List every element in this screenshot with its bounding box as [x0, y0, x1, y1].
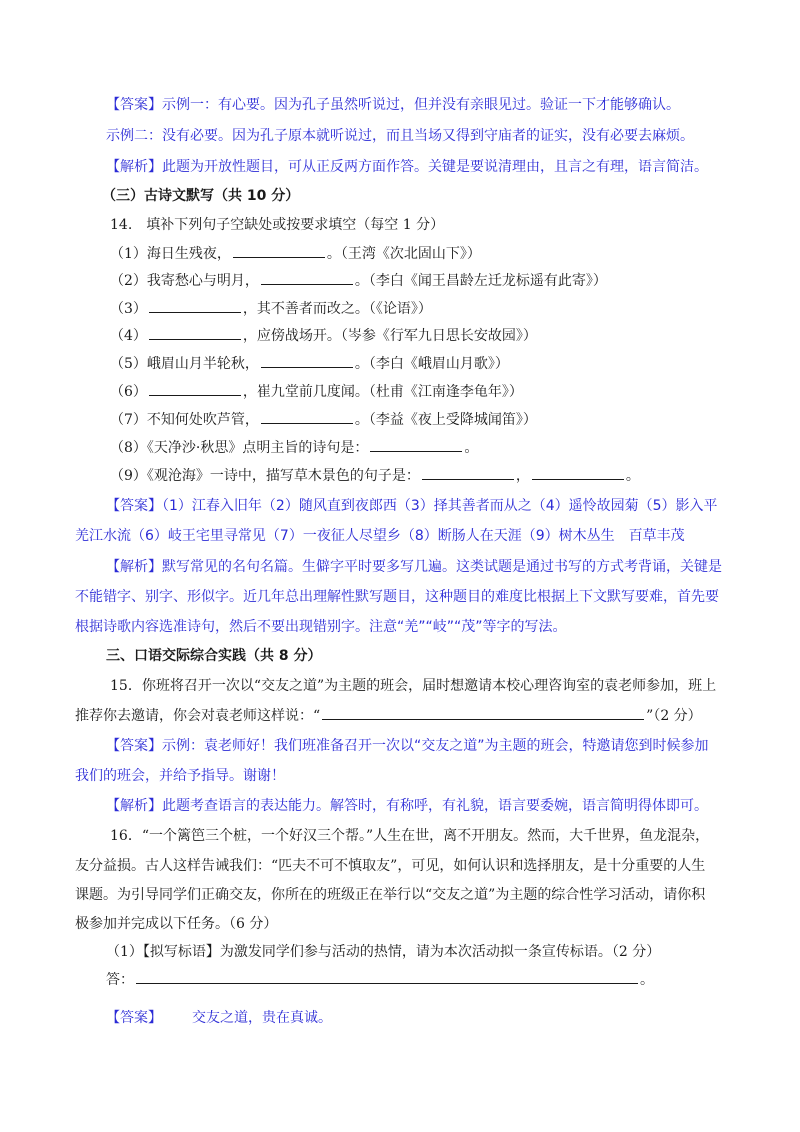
answer-tag: 【答案】: [106, 498, 162, 514]
analysis-text: 此题考查语言的表达能力。解答时，有称呼，有礼貌，语言要委婉，语言简明得体即可。: [162, 798, 708, 814]
answer-line-14a: [106, 496, 718, 516]
answer-line-14b: 羌江水流（6）岐王宅里寻常见（7）一夜征人尽望乡（8）断肠人在天涯（9）树木丛生 百草丰茂: [75, 528, 685, 544]
analysis-line-14a: [106, 557, 722, 577]
answer-line-15b: 我们的班会，并给予指导。谢谢！: [75, 768, 285, 784]
answer-tag: 【答案】: [106, 738, 162, 754]
question-16-line1: 16．“一个篱笆三个桩，一个好汉三个帮。”人生在世，离不开朋友。然而，大千世界，鱼龙混杂，: [110, 828, 710, 844]
fill-item-4: （4） ，应傍战场开。（岑参《行军九日思长安故园》）: [110, 325, 537, 346]
answer-blank[interactable]: [233, 243, 325, 258]
answer-blank[interactable]: [149, 298, 241, 313]
answer-line-13a: [106, 95, 680, 115]
fill-item-6: （6） ，崔九堂前几度闻。（杜甫《江南逢李龟年》）: [110, 381, 523, 402]
section-heading-3: （三）古诗文默写（共 10 分）: [102, 188, 300, 204]
answer-text: （1）江春入旧年（2）随风直到夜郎西（3）择其善者而从之（4）遥怜故园菊（5）影入平: [162, 498, 718, 514]
answer-blank[interactable]: [261, 409, 353, 424]
answer-blank[interactable]: [322, 705, 644, 720]
analysis-tag: 【解析】: [106, 159, 162, 175]
analysis-text: 默写常见的名句名篇。生僻字平时要多写几遍。这类试题是通过书写的方式考背诵，关键是: [162, 559, 722, 575]
question-16-sub1: （1）【拟写标语】为激发同学们参与活动的热情，请为本次活动拟一条宣传标语。（2 分）: [106, 944, 661, 960]
answer-line-13b: 示例二：没有必要。因为孔子原本就听说过，而且当场又得到守庙者的证实，没有必要去麻烦。: [106, 128, 694, 144]
answer-tag: 【答案】: [106, 97, 162, 113]
question-15-line1: 15．你班将召开一次以“交友之道”为主题的班会，届时想邀请本校心理咨询室的袁老师参加，班上: [110, 678, 717, 694]
answer-blank[interactable]: [261, 353, 353, 368]
question-15-line2: 推荐你去邀请，你会对袁老师这样说：“ ”（2 分）: [75, 705, 702, 726]
part-heading-3: 三、口语交际综合实践（共 8 分）: [106, 648, 322, 664]
analysis-line-14c: 根据诗歌内容选准诗句，然后不要出现错别字。注意“羌”“岐”“茂”等字的写法。: [75, 619, 567, 635]
fill-item-3: （3） ，其不善者而改之。（《论语》）: [110, 298, 432, 319]
analysis-text: 此题为开放性题目，可从正反两方面作答。关键是要说清理由，且言之有理，语言简洁。: [162, 159, 708, 175]
analysis-tag: 【解析】: [106, 559, 162, 575]
analysis-line-13: [106, 157, 708, 177]
fill-item-2: （2）我寄愁心与明月， 。（李白《闻王昌龄左迁龙标遥有此寄》）: [110, 270, 607, 291]
answer-text: 示例：袁老师好！我们班准备召开一次以“交友之道”为主题的班会，特邀请您到时候参加: [162, 738, 709, 754]
analysis-tag: 【解析】: [106, 798, 162, 814]
answer-blank[interactable]: [136, 969, 638, 984]
answer-text: 示例一：有心要。因为孔子虽然听说过，但并没有亲眼见过。验证一下才能够确认。: [162, 97, 680, 113]
answer-entry-16-1: 答： 。: [106, 969, 654, 990]
answer-line-15a: [106, 736, 709, 756]
fill-item-7: （7）不知何处吹芦管， 。（李益《夜上受降城闻笛》）: [110, 409, 537, 430]
analysis-line-14b: 不能错字、别字、形似字。近几年总出理解性默写题目，这种题目的难度比根据上下文默写要难，首先要: [75, 589, 719, 605]
question-16-line3: 课题。为引导同学们正确交友，你所在的班级正在举行以“交友之道”为主题的综合性学习活动，请你积: [75, 887, 706, 903]
answer-blank[interactable]: [149, 325, 241, 340]
answer-blank[interactable]: [261, 270, 353, 285]
answer-blank[interactable]: [532, 465, 624, 480]
fill-item-1: （1）海日生残夜， 。（王湾《次北固山下》）: [110, 243, 481, 264]
fill-item-9: （9）《观沧海》一诗中，描写草木景色的句子是： ， 。: [110, 465, 640, 486]
answer-blank[interactable]: [422, 465, 514, 480]
answer-blank[interactable]: [149, 381, 241, 396]
answer-blank[interactable]: [370, 437, 462, 452]
answer-line-16: [106, 1008, 332, 1028]
question-16-line2: 友分益损。古人这样告诫我们：“匹夫不可不慎取友”，可见，如何认识和选择朋友，是十分重要的人生: [75, 858, 706, 874]
analysis-line-15: [106, 796, 708, 816]
answer-tag: 【答案】: [106, 1010, 162, 1026]
question-16-line4: 极参加并完成以下任务。（6 分）: [75, 916, 278, 932]
answer-text: 交友之道，贵在真诚。: [192, 1010, 332, 1026]
question-14-stem: 14. 填补下列句子空缺处或按要求填空（每空 1 分）: [110, 217, 445, 233]
fill-item-5: （5）峨眉山月半轮秋， 。（李白《峨眉山月歌》）: [110, 353, 509, 374]
fill-item-8: （8）《天净沙·秋思》点明主旨的诗句是： 。: [110, 437, 478, 458]
